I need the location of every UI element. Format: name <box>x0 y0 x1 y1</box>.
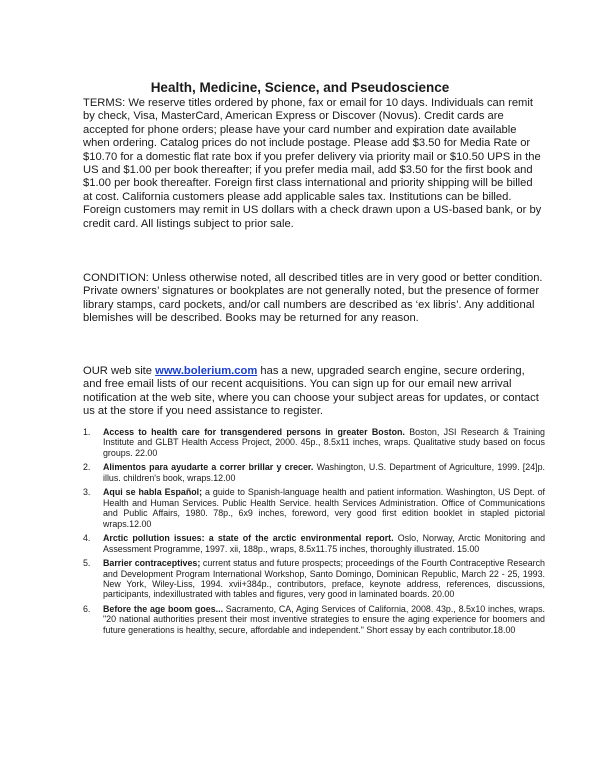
list-item <box>83 462 545 483</box>
item-description: a guide to Spanish-language health and patient information. Washington, US Dept. of Health and Human Services. Public Health Service. health Services Administration. Office of Communications and Public Affairs, 1980. 78p., 6x9 inches, foreword, very good first edition booklet in stapled pictorial wraps.12.00 <box>103 487 545 529</box>
list-item <box>83 604 545 635</box>
item-title: Access to health care for transgendered persons in greater Boston. <box>103 427 405 437</box>
item-number: 3. <box>83 487 91 498</box>
website-link[interactable]: www.bolerium.com <box>155 365 258 377</box>
list-item <box>83 558 545 600</box>
list-item <box>83 533 545 554</box>
website-prefix: OUR web site <box>83 365 156 377</box>
page-title: Health, Medicine, Science, and Pseudoscience <box>150 80 450 95</box>
item-title: Aqui se habla Español; <box>103 487 203 498</box>
website-suffix: has a new, upgraded search engine, secure ordering, and free email lists of our recent acquisitions. You can sign up for our email new arrival notification at the web site, where you can choose your subject areas for updates, or contact us at the store if you need assistance to register. <box>83 365 539 418</box>
item-number: 4. <box>83 533 91 544</box>
terms-paragraph: TERMS: We reserve titles ordered by phone, fax or email for 10 days. Individuals can remit by check, Visa, MasterCard, American Express or Discover (Novus). Credit cards are accepted for phone orders; please have your card number and expiration date available when ordering. Catalog prices do not include postage. Please add $3.50 for Media Rate or $10.70 for a domestic flat rate box if you prefer delivery via priority mail or $10.50 UPS in the US and $1.00 per book thereafter; if you prefer media mail, add $3.50 for the first book and $1.00 per book thereafter. Foreign first class international and priority shipping will be billed at cost. California customers please add applicable sales tax. Institutions can be billed. Foreign customers may remit in US dollars with a check drawn upon a US-based bank, or by credit card. All listings subject to prior sale. <box>83 97 542 230</box>
item-title: Before the age boom goes... <box>103 604 224 615</box>
list-item <box>83 487 545 529</box>
item-description: Sacramento, CA, Aging Services of California, 2008. 43p., 8.5x10 inches, wraps. "20 national authorities present their most inventive strategies to ensure the aging experience for boomers and future generations is healthy, secure, affordable and independent." Short essay by each contributor.18.00 <box>103 604 545 635</box>
item-description: Oslo, Norway, Arctic Monitoring and Assessment Programme, 1997. xii, 188p., wraps, 8.5x11.75 inches, thoroughly illustrated. 15.00 <box>103 533 546 554</box>
item-number: 1. <box>83 427 91 437</box>
condition-paragraph: CONDITION: Unless otherwise noted, all described titles are in very good or better condition. Private owners’ signatures or bookplates are not generally noted, but the presence of former library stamps, card pockets, and/or call numbers are described as ‘ex libris’. Any additional blemishes will be described. Books may be returned for any reason. <box>83 272 543 325</box>
website-paragraph <box>83 365 543 419</box>
item-number: 6. <box>83 604 91 615</box>
item-number: 2. <box>83 462 91 473</box>
item-description: Washington, U.S. Department of Agriculture, 1999. [24]p. illus. children's book, wraps.12.00 <box>103 462 546 483</box>
item-description: Boston, JSI Research & Training Institute and GLBT Health Access Project, 2000. 45p., 8.5x11 inches, wraps. Qualitative study based on focus groups. 22.00 <box>103 427 545 458</box>
item-number: 5. <box>83 558 91 569</box>
item-title: Arctic pollution issues: a state of the arctic environmental report. <box>103 533 394 544</box>
item-description: current status and future prospects; proceedings of the Fourth Contraceptive Research and Development Program International Workshop, Santo Domingo, Dominican Republic, March 22 - 25, 1993. New York, Wiley-Liss, 1994. xvii+384p., contributors, preface, keynote address, references, discussions, participants, indexillustrated with tables and figures, very good in laminated boards. 20.00 <box>103 558 545 600</box>
list-item <box>83 427 545 458</box>
item-title: Alimentos para ayudarte a correr brillar y crecer. <box>103 462 314 473</box>
listing-list <box>83 427 545 639</box>
item-title: Barrier contraceptives; <box>103 558 201 569</box>
